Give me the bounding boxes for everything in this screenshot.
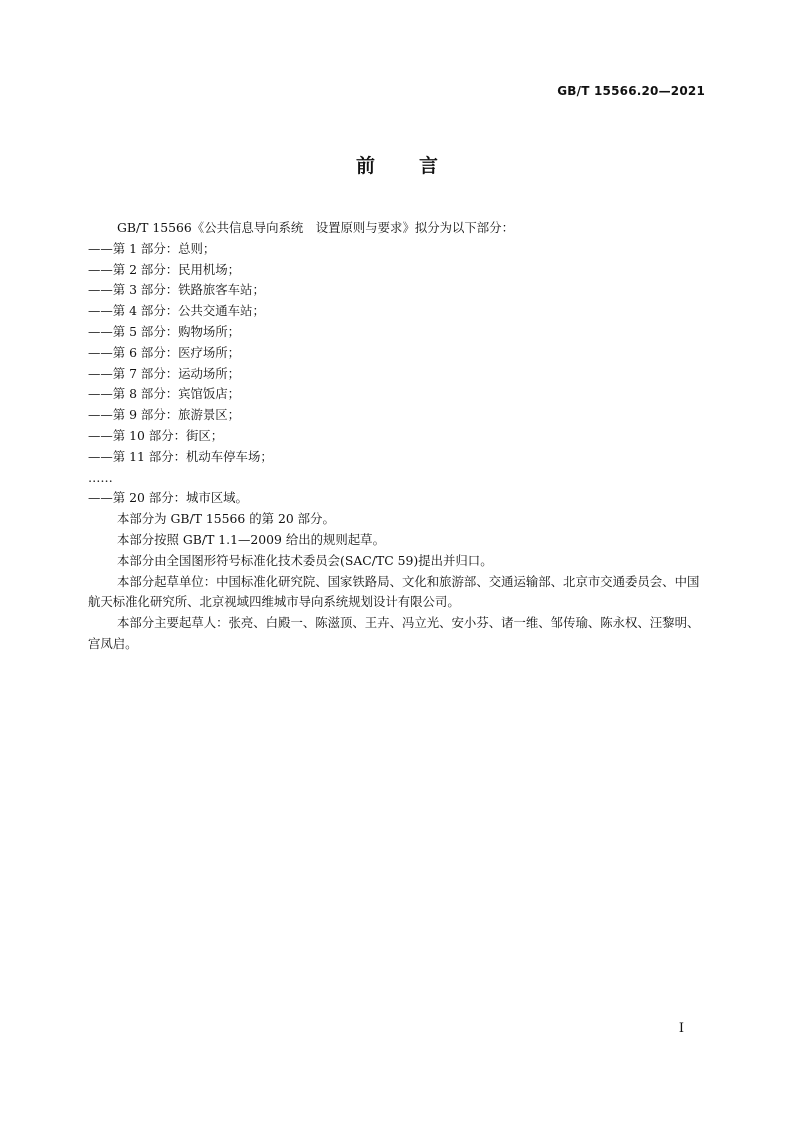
standard-number: GB/T 15566.20—2021 [557, 84, 705, 98]
intro-paragraph: GB/T 15566《公共信息导向系统 设置原则与要求》拟分为以下部分： [117, 220, 514, 235]
list-item: ——第 2 部分：民用机场； [88, 261, 241, 277]
paragraph: 本部分按照 GB/T 1.1—2009 给出的规则起草。 [117, 531, 385, 547]
page-title [0, 151, 794, 178]
title-part-2: 言 [419, 155, 439, 177]
list-item: ——第 11 部分：机动车停车场； [88, 448, 273, 464]
list-item: ——第 7 部分：运动场所； [88, 365, 241, 381]
list-item: ——第 3 部分：铁路旅客车站； [88, 282, 265, 298]
title-part-1: 前 [355, 155, 375, 177]
list-item: ——第 4 部分：公共交通车站； [88, 303, 265, 319]
foreword-body [88, 218, 710, 655]
list-ellipsis: …… [88, 469, 113, 485]
drafters-paragraph: 本部分主要起草人：张亮、白殿一、陈滋顶、王卉、冯立光、安小芬、诸一维、邹传瑜、陈永权、汪黎明、宫凤启。 [88, 615, 700, 651]
list-item: ——第 8 部分：宾馆饭店； [88, 386, 241, 402]
list-item: ——第 10 部分：街区； [88, 427, 224, 443]
list-item: ——第 6 部分：医疗场所； [88, 344, 241, 360]
paragraph: 本部分由全国图形符号标准化技术委员会(SAC/TC 59)提出并归口。 [117, 552, 493, 568]
list-item: ——第 20 部分：城市区域。 [88, 490, 248, 506]
parts-list [88, 239, 710, 509]
list-item: ——第 1 部分：总则； [88, 240, 216, 256]
list-item: ——第 5 部分：购物场所； [88, 323, 241, 339]
page-number: I [678, 1021, 684, 1036]
paragraph: 本部分为 GB/T 15566 的第 20 部分。 [117, 511, 335, 527]
drafting-units-paragraph: 本部分起草单位：中国标准化研究院、国家铁路局、文化和旅游部、交通运输部、北京市交通委员会、中国航天标准化研究所、北京视域四维城市导向系统规划设计有限公司。 [88, 573, 700, 610]
list-item: ——第 9 部分：旅游景区； [88, 407, 241, 423]
